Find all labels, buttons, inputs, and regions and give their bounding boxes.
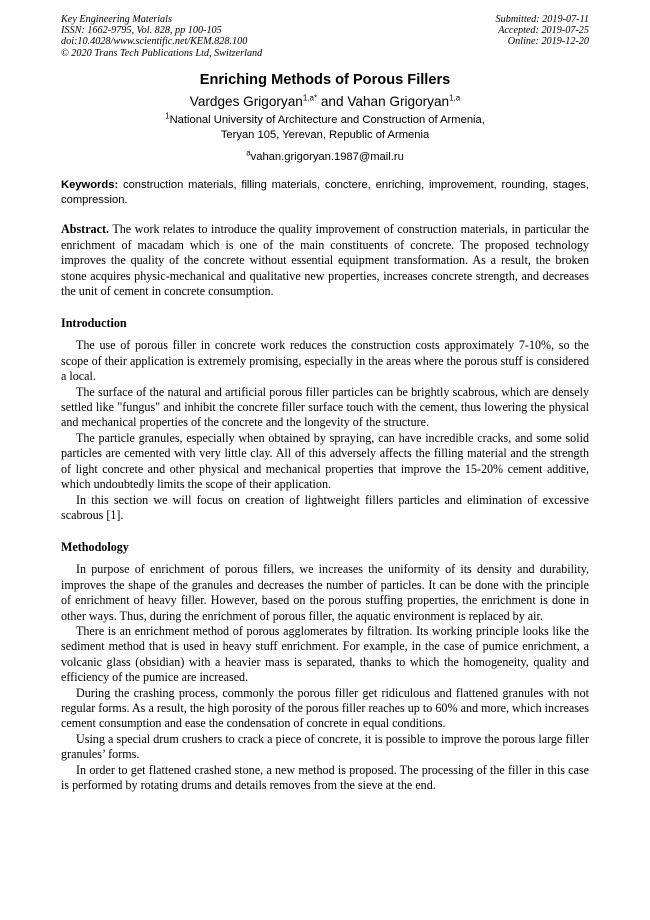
email-line (61, 150, 589, 164)
paper-page (61, 14, 589, 793)
author-2-name: Vahan Grigoryan (347, 93, 450, 109)
methodology-paragraph: During the crashing process, commonly the porous filler get ridiculous and flattened granules with not regular forms. As a result, the high porosity of the porous filler reaches up to 60% and more, which increases cement consumption and ease the condensation of concrete in equal conditions. (61, 685, 589, 731)
journal-info (61, 14, 262, 59)
submission-dates (496, 14, 589, 59)
journal-name: Key Engineering Materials (61, 14, 172, 25)
author-2-superscript: 1,a (449, 93, 461, 103)
online-date: Online: 2019-12-20 (507, 36, 589, 48)
methodology-paragraph: Using a special drum crushers to crack a piece of concrete, it is possible to improve the porous large filler granules’ forms. (61, 731, 589, 762)
intro-paragraph: The surface of the natural and artificial porous filler particles can be brightly scabrous, which are densely settled like "fungus" and inhibit the concrete filler surface touch with the cement, thus lowering the physical and mechanical properties of the concrete and the longevity of the structure. (61, 384, 589, 430)
affiliation (61, 113, 589, 143)
abstract-label: Abstract. (61, 222, 110, 237)
intro-paragraph: The use of porous filler in concrete work reduces the construction costs approximately 7-10%, so the scope of their application is extremely promising, especially in the areas where the porous stuff is considered a local. (61, 338, 589, 384)
paper-title: Enriching Methods of Porous Fillers (199, 71, 451, 88)
doi-line: doi:10.4028/www.scientific.net/KEM.828.100 (61, 36, 248, 48)
affiliation-superscript: 1 (165, 111, 170, 121)
section-heading-methodology: Methodology (61, 540, 129, 555)
methodology-paragraph: In order to get flattened crashed stone, a new method is proposed. The processing of the filler in this case is performed by rotating drums and details removes from the sieve at the end. (61, 762, 589, 792)
accepted-date: Accepted: 2019-07-25 (498, 25, 589, 37)
section-heading-introduction: Introduction (61, 316, 127, 331)
author-1-superscript: 1,a* (302, 93, 318, 103)
methodology-paragraph: There is an enrichment method of porous agglomerates by filtration. Its working principle looks like the sediment method that is used in heavy stuff enrichment. For example, in the case of pumice enrichment, a volcanic glass (obsidian) with a heavier mass is separated, thanks to which the homogeneity, quality and efficiency of the pumice are increased. (61, 623, 589, 685)
author-1-name: Vardges Grigoryan (189, 93, 303, 109)
abstract-block (61, 222, 589, 299)
keywords-block (61, 178, 589, 208)
keywords-label: Keywords: (61, 179, 119, 192)
email-address: vahan.grigoryan.1987@mail.ru (250, 151, 404, 164)
affiliation-line-2: Teryan 105, Yerevan, Republic of Armenia (220, 128, 430, 141)
methodology-paragraph: In purpose of enrichment of porous fillers, we increases the uniformity of its density and durability, improves the shape of the granules and decreases the number of particles. It can be done with the principle of enrichment of heavy filler. However, based on the porous stuffing properties, the enrichment is done in other ways. Thus, during the enrichment of porous filler, the aquatic environment is replaced by air. (61, 562, 589, 623)
keywords-text: construction materials, filling materials, conctere, enriching, improvement, rounding, stages, compression. (61, 179, 589, 207)
affiliation-line-1: National University of Architecture and Construction of Armenia, (169, 113, 485, 126)
author-joiner: and (317, 93, 348, 109)
intro-paragraph: The particle granules, especially when obtained by spraying, can have incredible cracks, and some solid particles are cemented with very little clay. All of this adversely affects the filling material and the strength of light concrete and other physical and mechanical properties that improve the 15-20% cement additive, which undoubtedly limits the scope of their application. (61, 430, 589, 492)
author-line (61, 92, 589, 111)
issn-line: ISSN: 1662-9795, Vol. 828, pp 100-105 (61, 25, 222, 37)
copyright-line: © 2020 Trans Tech Publications Ltd, Switzerland (61, 47, 263, 59)
submitted-date: Submitted: 2019-07-11 (495, 14, 589, 25)
intro-paragraph: In this section we will focus on creation of lightweight fillers particles and elimination of excessive scabrous [1]. (61, 492, 589, 522)
journal-header (61, 14, 589, 59)
email-superscript: a (246, 148, 251, 158)
abstract-text: The work relates to introduce the quality improvement of construction materials, in particular the enrichment of macadam which is one of the main constituents of concrete. The proposed technology improves the quality of the concrete without essential equipment transformation. As a result, the broken stone acquires physic-mechanical and qualitative new properties, increases concrete strength, and decreases the unit of cement in concrete consumption. (61, 222, 589, 299)
